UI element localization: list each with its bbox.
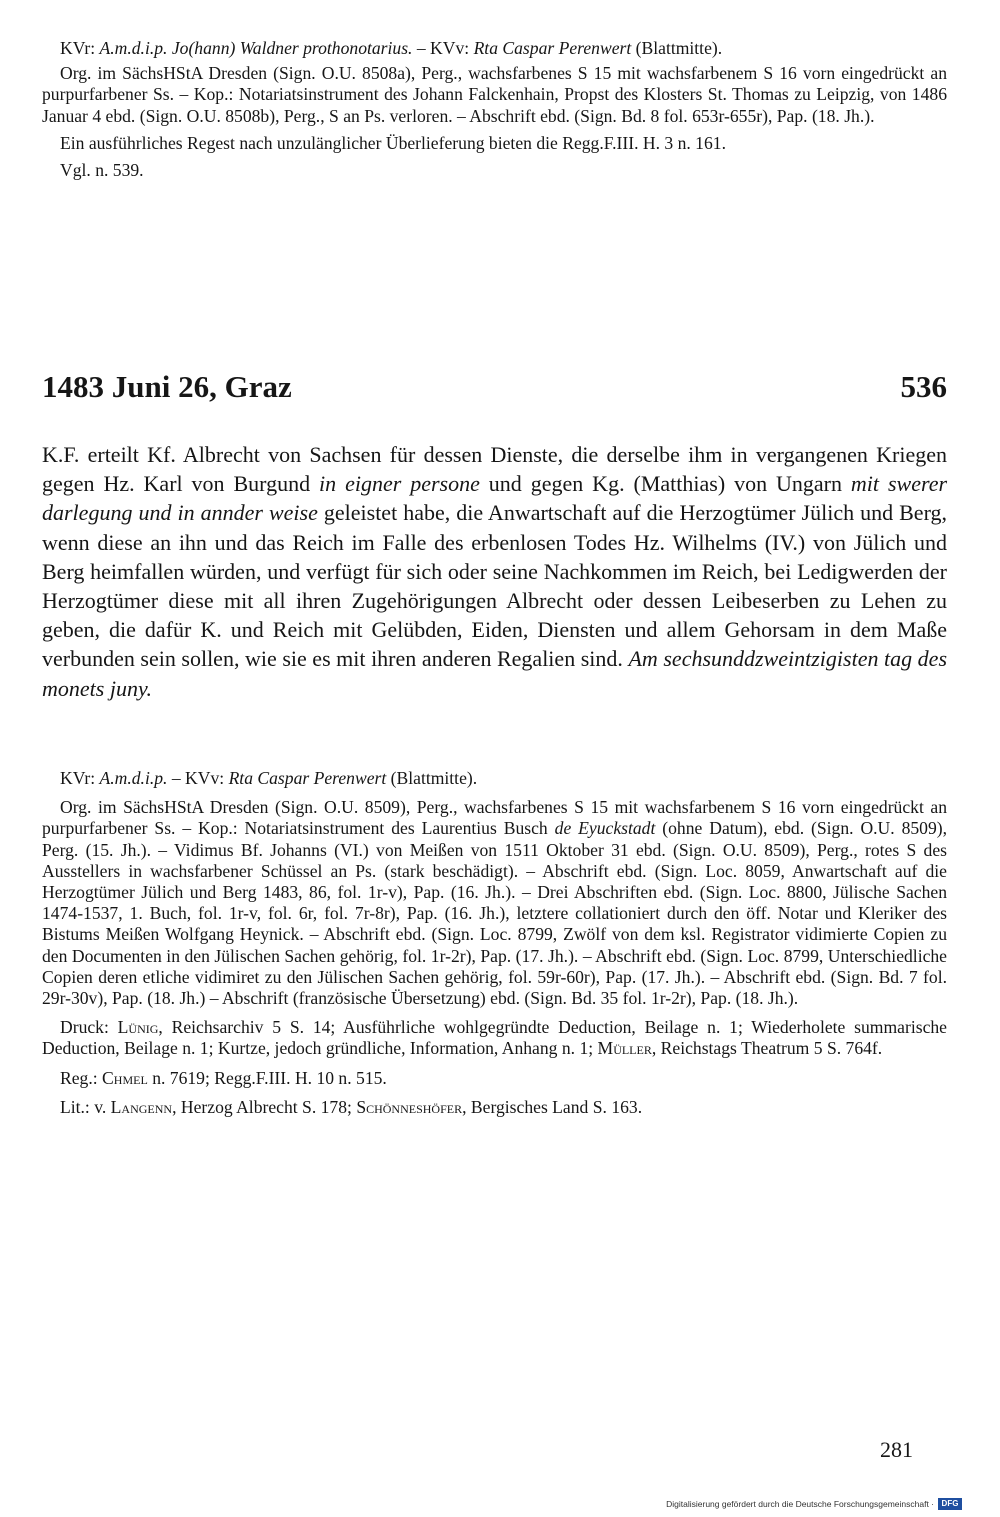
literature-references: Lit.: v. Langenn, Herzog Albrecht S. 178; Schönneshöfer, Bergisches Land S. 163. — [60, 1096, 643, 1117]
entry-number: 536 — [900, 369, 947, 404]
entry-date-place: 1483 Juni 26, Graz — [42, 369, 292, 404]
original-tradition-entry: Org. im SächsHStA Dresden (Sign. O.U. 8509), Perg., wachsfarbenes S 15 mit wachsfarbenem S 16 vorn eingedrückt an purpurfarbener Ss. – Kop.: Notariatsinstrument des Laurentius Busch de Eyuckstadt (ohne Datum), ebd. (Sign. O.U. 8509), Perg. (15. Jh.). – Vidimus Bf. Johanns (VI.) von Meißen von 1511 Oktober 31 ebd. (Sign. O.U. 8509), Perg., rotes S des Ausstellers in wachsfarbener Schüssel an Ps. (stark beschädigt). – Abschrift ebd. (Sign. Loc. 8059, Anwartschaft auf die Herzogtümer Jülich und Berg 1483, 86, fol. 1r-v), Pap. (16. Jh.). – Drei Abschriften ebd. (Sign. Loc. 8800, Jülische Sachen 1474-1537, 1. Buch, fol. 1r-v, fol. 6r, fol. 7r-8r), Pap. (16. Jh.), letztere collationiert durch den öff. Notar und Kleriker des Bistums Meißen Wolfgang Heynick. – Abschrift ebd. (Sign. Loc. 8799, Zwölf von dem ksl. Registrator vidimierte Copien zu den Documenten in den Jülischen Sachen gehörig, fol. 1r-2r), Pap. (17. Jh.). – Abschrift ebd. (Sign. Loc. 8799, Unterschiedliche Copien deren etliche vidimiret zu den Jülischen Sachen gehörig, fol. 59r-60r), Pap. (17. Jh.). – Abschrift ebd. (Sign. Bd. 7 fol. 29r-30v), Pap. (18. Jh.) – Abschrift (französische Übersetzung) ebd. (Sign. Bd. 35 fol. 1r-2r), Pap. (18. Jh.). — [42, 797, 948, 1009]
regest-paragraph: K.F. erteilt Kf. Albrecht von Sachsen für dessen Dienste, die derselbe ihm in vergangenen Kriegen gegen Hz. Karl von Burgund in eigner persone und gegen Kg. (Matthias) von Ungarn mit swerer darlegung und in annder weise geleistet habe, die Anwartschaft auf die Herzogtümer Jülich und Berg, wenn diese an ihn und das Reich im Falle des erbenlosen Todes Hz. Wilhelms (IV.) von Jülich und Berg heimfallen würden, und verfügt für sich oder seine Nachkommen im Reich, bei Ledigwerden der Herzogtümer diese mit all ihren Zugehörigungen Albrecht oder dessen Leibeserben zu Lehen zu geben, die dafür K. und Reich mit Gelübden, Eiden, Diensten und allem Gehorsam in dem Maße verbunden sein sollen, wie sie es mit ihren anderen Regalien sind. Am sechsunddzweintzigisten tag des monets juny. — [42, 442, 948, 701]
kv-line-entry: KVr: A.m.d.i.p. – KVv: Rta Caspar Perenwert (Blattmitte). — [60, 768, 478, 788]
kv-line: KVr: A.m.d.i.p. Jo(hann) Waldner prothonotarius. – KVv: Rta Caspar Perenwert (Blattmitte). — [60, 38, 723, 58]
funding-footer — [666, 1497, 962, 1511]
funding-text: Digitalisierung gefördert durch die Deutsche Forschungsgemeinschaft · — [666, 1499, 934, 1509]
regest-note: Ein ausführliches Regest nach unzulänglicher Überlieferung bieten die Regg.F.III. H. 3 n. 161. — [60, 132, 726, 153]
original-tradition-paragraph: Org. im SächsHStA Dresden (Sign. O.U. 8508a), Perg., wachsfarbenes S 15 mit wachsfarbenem S 16 vorn eingedrückt an purpurfarbener Ss. – Kop.: Notariatsinstrument des Johann Falckenhain, Propst des Klosters St. Thomas zu Leipzig, von 1486 Januar 4 ebd. (Sign. O.U. 8508b), Perg., S an Ps. verloren. – Abschrift ebd. (Sign. Bd. 8 fol. 653r-655r), Pap. (18. Jh.). — [42, 63, 947, 126]
regest-body — [42, 440, 947, 703]
vgl-reference: Vgl. n. 539. — [60, 160, 144, 181]
page-number: 281 — [880, 1437, 913, 1462]
regest-references: Reg.: Chmel n. 7619; Regg.F.III. H. 10 n. 515. — [60, 1067, 387, 1088]
previous-entry-notes — [42, 38, 947, 181]
dfg-logo-icon: DFG — [938, 1498, 962, 1510]
print-references: Druck: Lünig, Reichsarchiv 5 S. 14; Ausführliche wohlgegründte Deduction, Beilage n. 1; Wiederholete summarische Deduction, Beilage n. 1; Kurtze, jedoch gründliche, Information, Anhang n. 1; Müller, Reichstags Theatrum 5 S. 764f. — [42, 1017, 947, 1059]
entry-heading — [42, 366, 947, 408]
apparatus — [42, 768, 947, 1118]
